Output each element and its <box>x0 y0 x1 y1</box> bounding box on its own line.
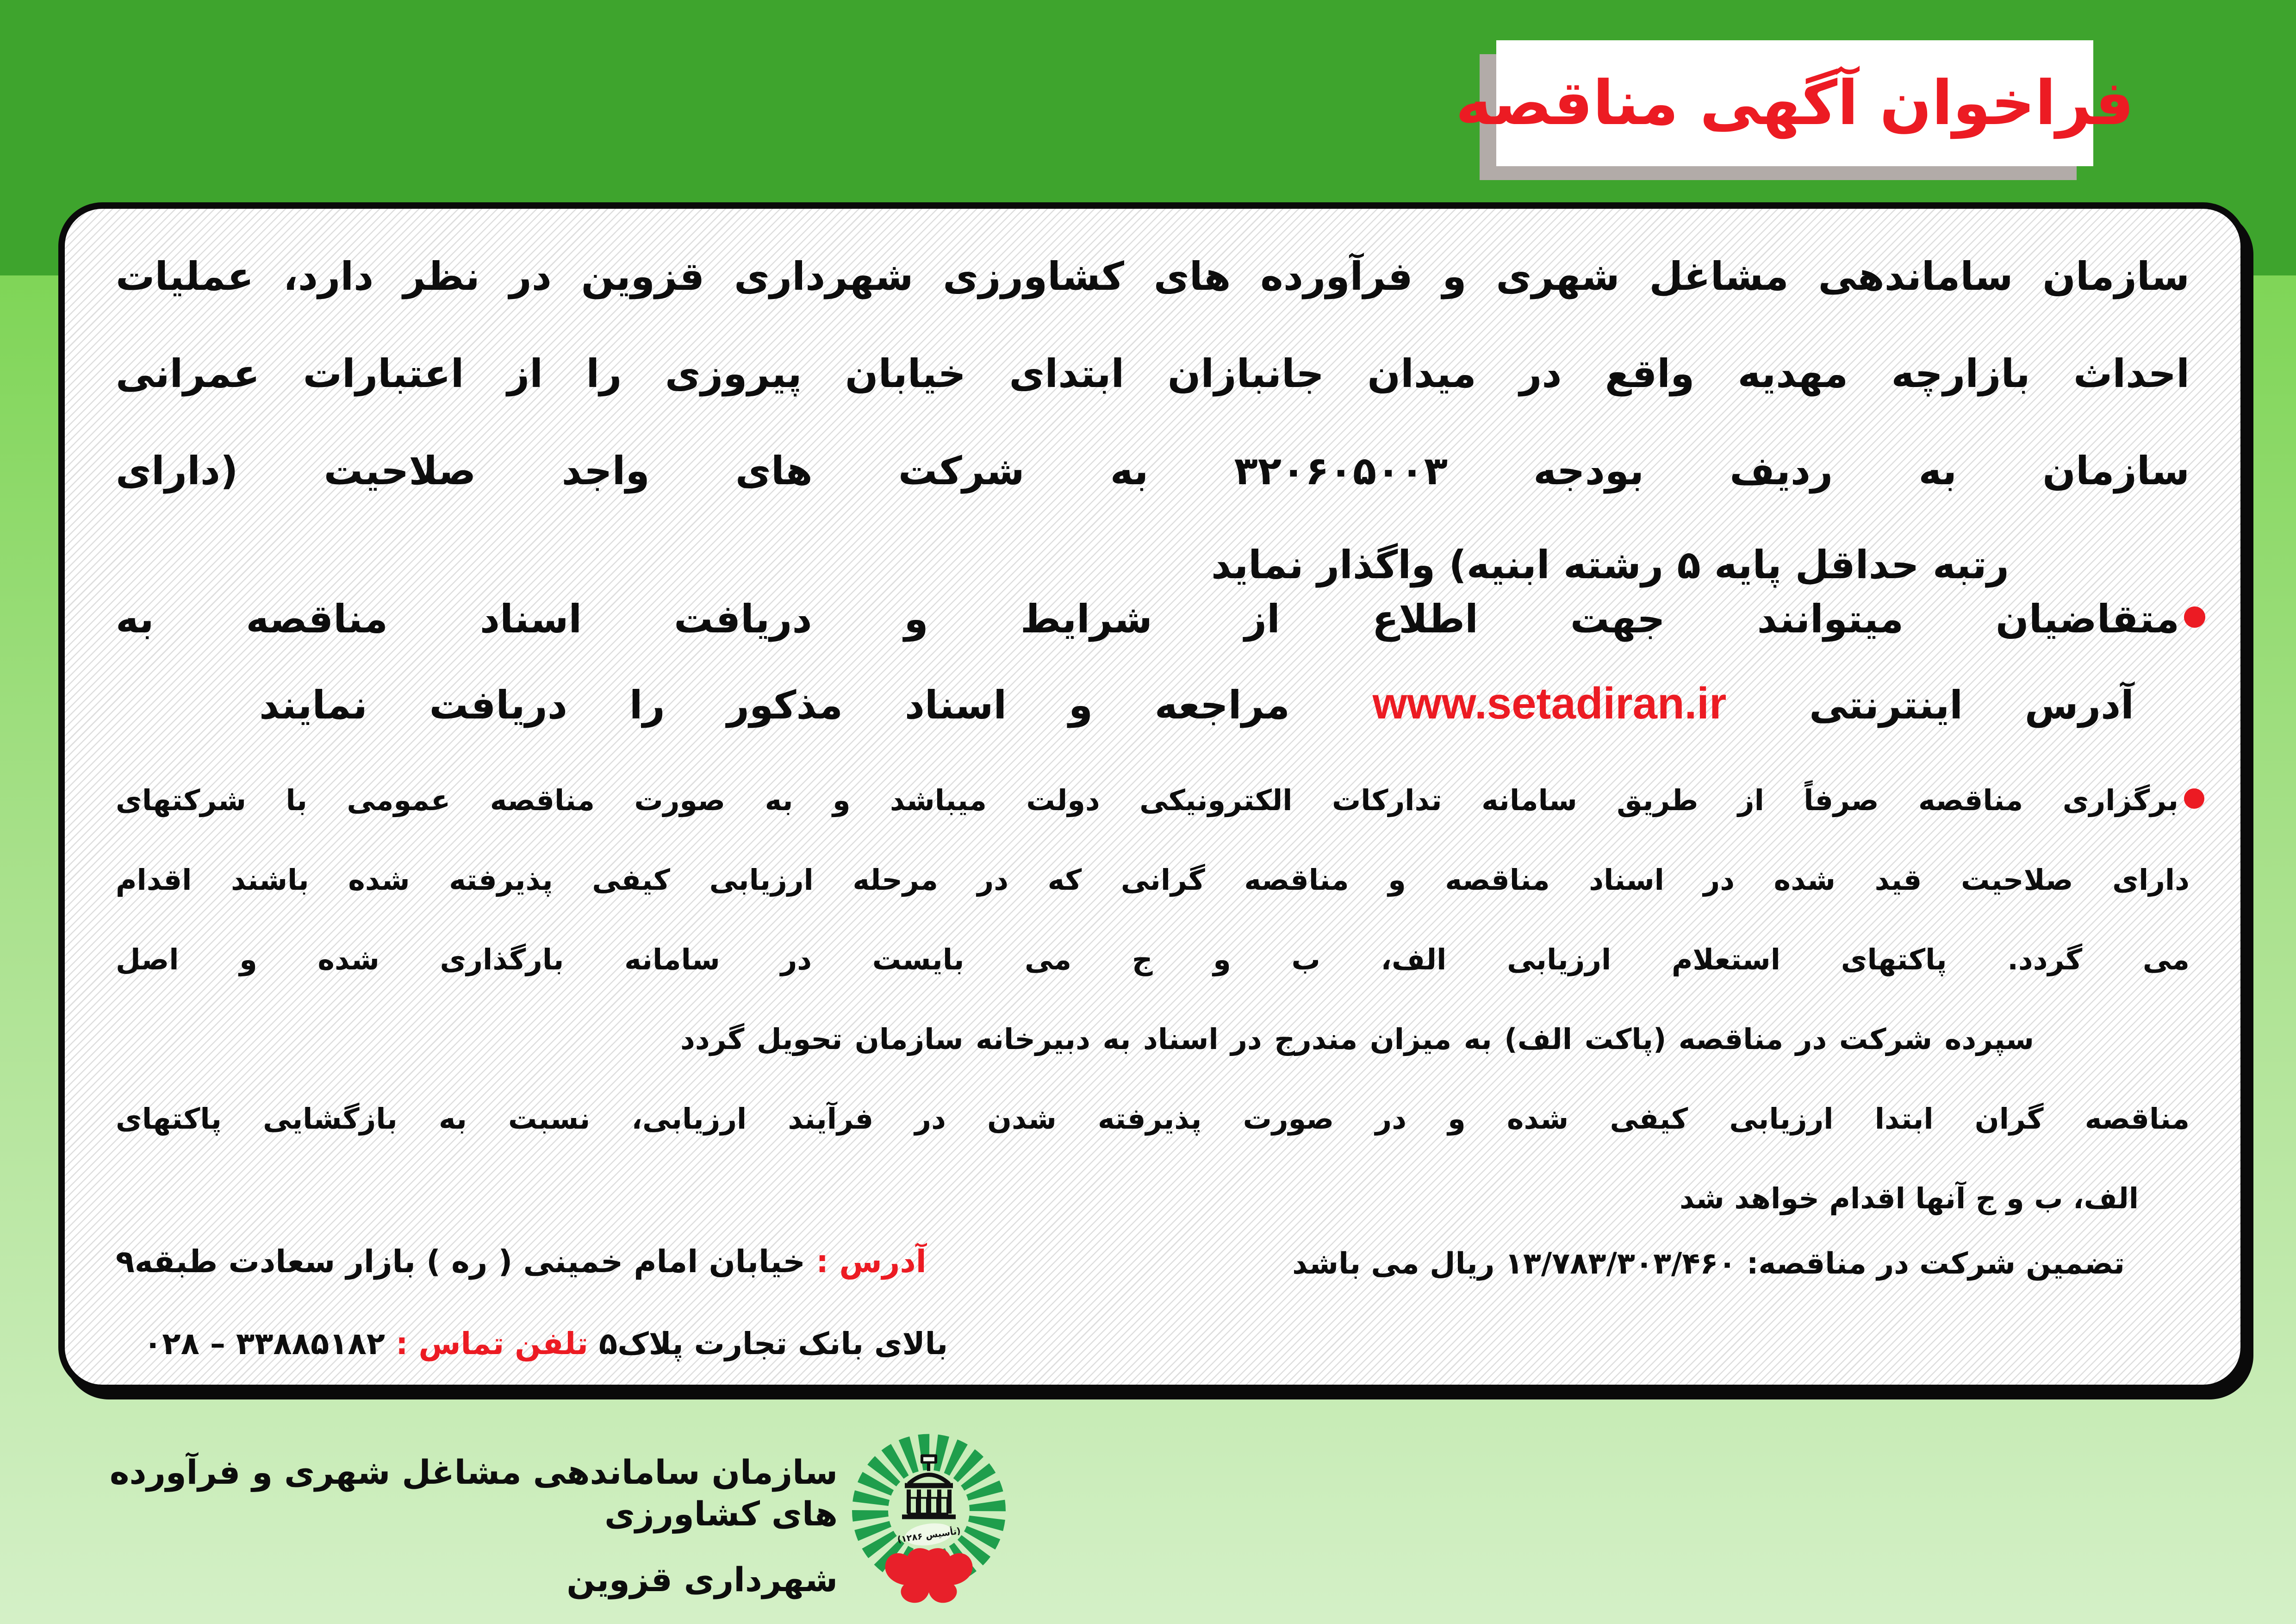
bullet1-line-2 <box>259 676 2134 731</box>
address-value: خیابان امام خمینی ( ره ) بازار سعادت طبقه۹ <box>116 1243 805 1280</box>
url-suffix-text: مراجعه و اسناد مذکور را دریافت نمایند <box>259 682 1290 728</box>
phone-label: تلفن تماس : <box>396 1326 588 1362</box>
footer-organization <box>79 1451 838 1600</box>
bullet2-line-1: برگزاری مناقصه صرفاً از طریق سامانه تدارکات الکترونیکی دولت میباشد و به صورت مناقصه عمومی با شرکتهای <box>116 783 2178 817</box>
guarantee-suffix: ریال می باشد <box>1292 1247 1495 1281</box>
org-name-line2: شهرداری قزوین <box>566 1560 838 1599</box>
org-name-line1: سازمان ساماندهی مشاغل شهری و فرآورده های کشاورزی <box>110 1453 838 1533</box>
para1-line-3: سازمان به ردیف بودجه ۳۲۰۶۰۵۰۰۳ به شرکت های واجد صلاحیت (دارای <box>116 448 2190 493</box>
bullet2-line-6: الف، ب و ج آنها اقدام خواهد شد <box>1679 1181 2139 1215</box>
para1-line-4: رتبه حداقل پایه ۵ رشته ابنیه) واگذار نماید <box>1211 542 2009 587</box>
qazvin-municipality-logo <box>850 1424 1008 1616</box>
bullet-dot-icon <box>2184 788 2204 809</box>
setadiran-url-link[interactable]: www.setadiran.ir <box>1372 679 1727 728</box>
bullet-dot-icon <box>2184 606 2205 628</box>
logo-established-text: (تأسیس ۱۲۸۶) <box>896 1525 962 1545</box>
bullet2-line-5: مناقصه گران ابتدا ارزیابی کیفی شده و در صورت پذیرفته شدن در فرآیند ارزیابی، نسبت به بازگشایی پاکتهای <box>116 1102 2190 1136</box>
bullet2-line-3: می گردد. پاکتهای استعلام ارزیابی الف، ب و ج می بایست در سامانه بارگذاری شده و اصل <box>116 943 2190 976</box>
para1-line-2: احداث بازارچه مهدیه واقع در میدان جانبازان ابتدای خیابان پیروزی را از اعتبارات عمرانی <box>116 351 2190 396</box>
notice-box <box>58 202 2247 1391</box>
para1-line-1: سازمان ساماندهی مشاغل شهری و فرآورده های کشاورزی شهرداری قزوین در نظر دارد، عملیات <box>116 254 2190 299</box>
url-prefix-text: آدرس اینترنتی <box>1809 682 2134 728</box>
address-line <box>116 1243 927 1281</box>
guarantee-label: تضمین شرکت در مناقصه: <box>1746 1247 2125 1281</box>
address-label: آدرس : <box>816 1243 927 1280</box>
page-title: فراخوان آگهی مناقصه <box>1456 68 2134 139</box>
guarantee-line <box>1292 1245 2125 1282</box>
title-card <box>1456 40 2134 166</box>
bullet1-line-1: متقاضیان میتوانند جهت اطلاع از شرایط و دریافت اسناد مناقصه به <box>116 596 2179 642</box>
bullet2-line-4: سپرده شرکت در مناقصه (پاکت الف) به میزان مندرج در اسناد به دبیرخانه سازمان تحویل گردد <box>680 1022 2034 1056</box>
contact-location: بالای بانک تجارت پلاک۵ <box>598 1326 948 1362</box>
contact-line <box>143 1325 948 1363</box>
guarantee-amount: ۱۳/۷۸۳/۳۰۳/۴۶۰ <box>1505 1247 1736 1281</box>
phone-number: ۳۳۸۸۵۱۸۲ – ۰۲۸ <box>143 1326 386 1362</box>
logo-tulip-icon <box>885 1548 972 1603</box>
bullet2-line-2: دارای صلاحیت قید شده در اسناد مناقصه و مناقصه گرانی که در مرحله ارزیابی کیفی پذیرفته شده باشند اقدام <box>116 863 2190 897</box>
